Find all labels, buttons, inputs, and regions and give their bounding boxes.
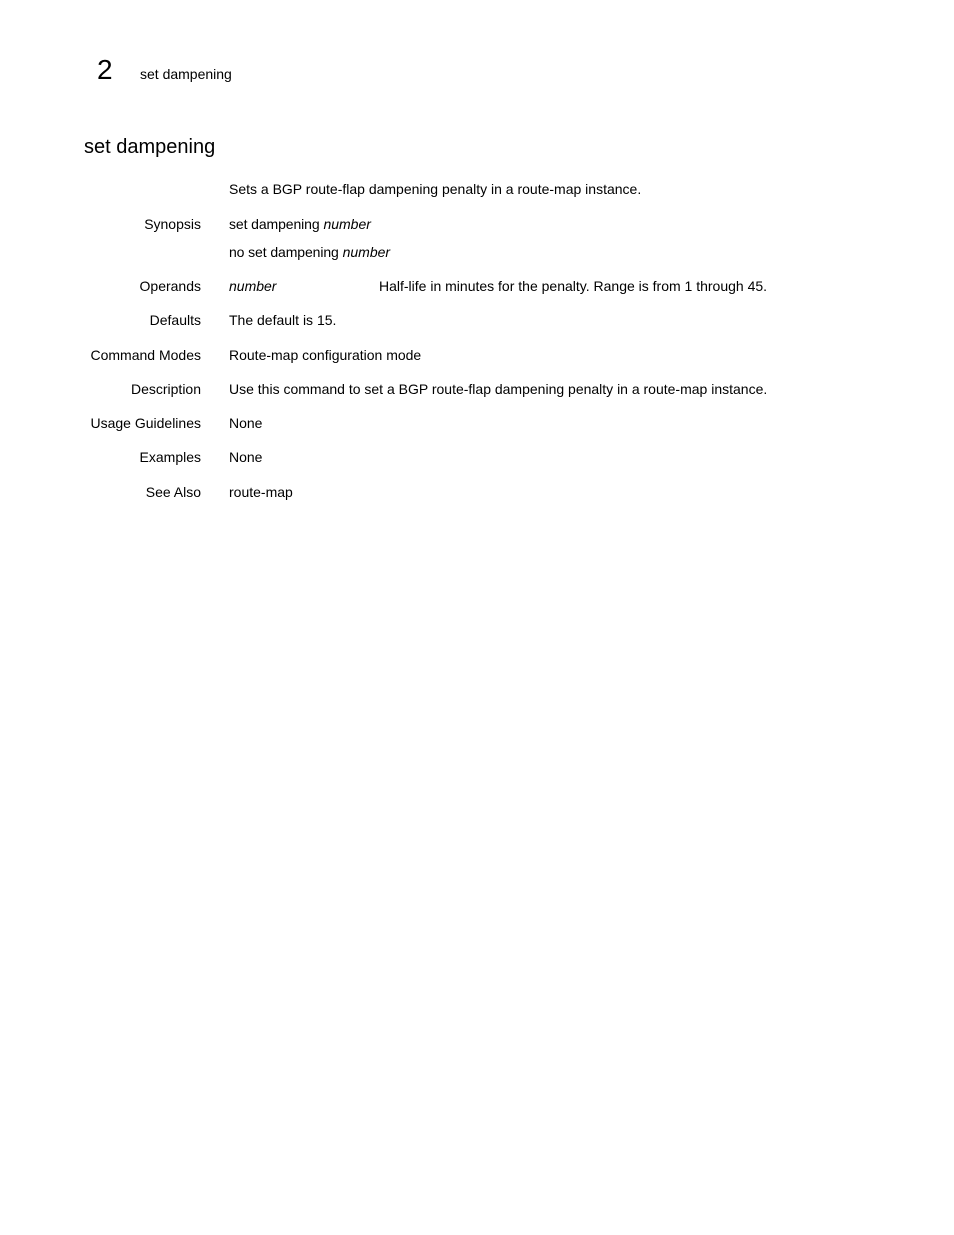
- operand-description: Half-life in minutes for the penalty. Range is from 1 through 45.: [379, 278, 768, 294]
- synopsis-line-2: [229, 242, 390, 262]
- description-label: Description: [130, 381, 201, 397]
- synopsis-no-command: no set dampening: [229, 244, 339, 260]
- synopsis-no-argument: number: [342, 244, 391, 260]
- command-modes-text: Route-map configuration mode: [229, 347, 422, 363]
- synopsis-label: Synopsis: [144, 216, 201, 232]
- synopsis-argument: number: [323, 216, 371, 232]
- operands-label: Operands: [139, 278, 201, 294]
- page-title: set dampening: [84, 136, 216, 158]
- defaults-text: The default is 15.: [229, 312, 337, 328]
- synopsis-command: set dampening: [229, 216, 320, 232]
- usage-guidelines-text: None: [229, 415, 263, 431]
- chapter-number: 2: [97, 54, 113, 85]
- usage-guidelines-label: Usage Guidelines: [90, 415, 201, 431]
- see-also-label: See Also: [145, 484, 201, 500]
- see-also-link-route-map[interactable]: route-map: [229, 484, 293, 500]
- defaults-label: Defaults: [149, 312, 201, 328]
- intro-text: Sets a BGP route-flap dampening penalty in a route-map instance.: [229, 181, 642, 197]
- examples-label: Examples: [139, 449, 201, 465]
- operand-name: number: [229, 278, 277, 294]
- examples-text: None: [229, 449, 263, 465]
- command-modes-label: Command Modes: [90, 347, 201, 363]
- description-text: Use this command to set a BGP route-flap dampening penalty in a route-map instance.: [229, 381, 768, 397]
- running-title: set dampening: [140, 66, 232, 82]
- synopsis-line-1: [229, 214, 371, 234]
